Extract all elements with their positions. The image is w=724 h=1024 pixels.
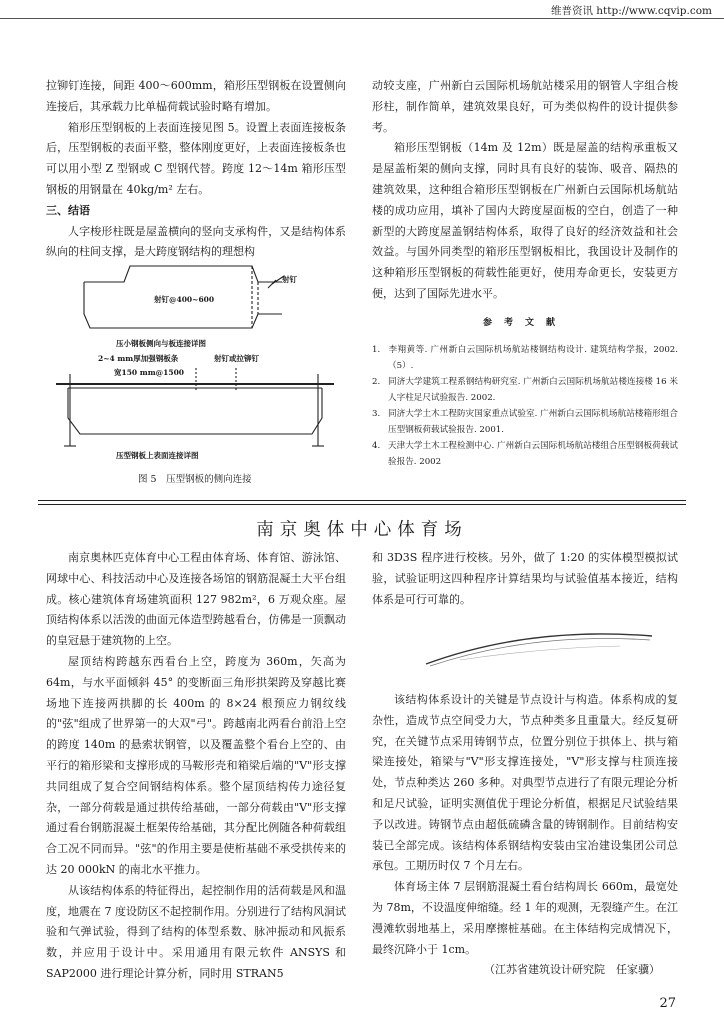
paragraph: 箱形压型钢板（14m 及 12m）既是屋盖的结构承重板又是屋盖桁架的侧向支撑，同时具有良好的装饰、吸音、隔热的建筑效果，这种组合箱形压型钢板在广州新白云国际机场航站楼的成功应用，填补了国内大跨度屋面板的空白，创造了一种新型的大跨度屋盖钢结构体系，取得了良好的经济效益和社会效益。与国外同类型的箱形压型钢板相比，我国设计及制作的这种箱形压型钢板的荷载性能更好，使用寿命更长，安装更方便，达到了国际先进水平。 [372,141,678,300]
article-title: 南京奥体中心体育场 [256,520,468,540]
author-signature: （江苏省建筑设计研究院 任家骥） [484,963,660,977]
lower-right-column-top [372,548,678,610]
label-top-detail: 压型钢板上表面连接详图 [116,451,199,460]
reference-item [372,342,678,374]
paragraph: 和 3D3S 程序进行校核。另外，做了 1:20 的实体模型模拟试验，试验证明这四种程序计算结果均与试验值基本接近，结构体系是可行可靠的。 [372,551,678,606]
paragraph: 箱形压型钢板的上表面连接见图 5。设置上表面连接板条后，压型钢板的表面平整，整体刚度更好，上表面连接板条也可以用小型 Z 型钢或 C 型钢代替。跨度 12～14m 箱形压型钢板的用钢量在 40kg/m² 左右。 [46,120,346,196]
paragraph: 体育场主体 7 层钢筋混凝土看台结构周长 660m，最宽处为 78m，不设温度伸缩缝。经 1 年的观测，无裂缝产生。在江漫滩软弱地基上，采用摩擦桩基础。在主体结构完成情况下，最终沉降小于 1cm。 [372,880,678,956]
site-watermark: 维普资讯 http://www.cqvip.com [550,5,712,17]
reference-number: 3. [372,408,381,419]
header-rule [0,18,724,19]
references-list [372,342,678,470]
paragraph: 动较支座，广州新白云国际机场航站楼采用的钢管人字组合梭形柱，制作简单，建筑效果良好，可为类似构件的设计提供参考。 [372,79,678,134]
paragraph: 屋顶结构跨越东西看台上空，跨度为 360m，矢高为 64m，与水平面倾斜 45° 的变断面三角形拱架跨及穿越比赛场地下连接两拱脚的长 400m 的 8×24 根预应力钢纹线的"弦"组成了世界第一的大双"弓"。跨越南北两看台前沿上空的跨度 140m 的悬索状钢管，以及覆盖整个看台上空的、由平行的箱形梁和支撑形成的马鞍形壳和箱梁后端的"V"形支撑共同组成了复合空间钢结构体系。整个屋顶结构传力途径复杂，一部分荷载是通过拱传给基础，一部分荷载由"V"形支撑通过看台钢筋混凝土框架传给基础，其分配比例随各种荷载组合工况不同而异。"弦"的作用主要是使桁基础不承受拱传来的达 20 000kN 的南北水平推力。 [46,654,346,876]
label-steel-strip: 2~4 mm厚加强钢板条 [98,354,179,363]
page-number: 27 [659,996,676,1011]
references-title: 参考文献 [482,317,567,328]
reference-number: 4. [372,440,381,451]
paragraph: 拉铆钉连接，间距 400～600mm，箱形压型钢板在设置侧向连接后，其承载力比单榀荷载试验时略有增加。 [46,79,346,113]
reference-text: 李翔黄等. 广州新白云国际机场航站楼钢结构设计. 建筑结构学报，2002.（5）. [388,344,678,371]
paragraph: 从该结构体系的特征得出，起控制作用的活荷载是风和温度，地震在 7 度设防区不起控制作用。分别进行了结构风洞试验和气弹试验，得到了结构的体型系数、脉冲振动和风振系数，并应用于设计中。采用通用有限元软件 ANSYS 和 SAP2000 进行理论计算分析，同时用 STRAN5 [46,883,346,980]
section-divider [38,500,686,501]
figure-caption: 图 5 压型钢板的侧向连接 [138,474,252,485]
lower-left-column [46,548,346,985]
label-screw: 射钉或拉铆钉 [214,354,259,363]
figure-5 [46,258,346,488]
reference-text: 同济大学建筑工程系钢结构研究室. 广州新白云国际机场航站楼连接楼 16 米人字柱足尺试验报告. 2002. [388,376,678,403]
label-strip-width: 宽150 mm@1500 [114,368,185,377]
section-divider-thin [38,504,686,505]
paragraph: 该结构体系设计的关键是节点设计与构造。体系构成的复杂性，造成节点空间受力大，节点种类多且重量大。经反复研究，在关键节点采用铸钢节点，位置分别位于拱体上、拱与箱梁连接处，箱梁与"V"形支撑连接处，"V"形支撑与柱顶连接处，节点种类达 260 多种。对典型节点进行了有限元理论分析和足尺试验，证明实测值优于理论分析值，根据足尺试验结果予以改进。铸钢节点由超低硫磷含量的铸钢制作。目前结构安装已全部完成。该结构体系钢结构安装由宝冶建设集团公司总承包。工期历时仅 7 个月左右。 [372,693,678,873]
section-heading: 三、结语 [46,203,90,217]
reference-number: 1. [372,344,381,355]
reference-text: 天津大学土木工程检测中心. 广州新白云国际机场航站楼组合压型钢板荷载试验报告. 2002 [388,440,678,467]
label-side-detail: 压小钢板侧向与板连接详图 [116,339,206,348]
paragraph: 人字梭形柱既是屋盖横向的竖向支承构件，又是结构体系纵向的柱间支撑，是大跨度钢结构的理想构 [46,224,346,259]
reference-text: 同济大学土木工程防灾国家重点试验室. 广州新白云国际机场航站楼箱形组合压型钢板荷载试验报告. 2001. [388,408,678,435]
label-rivet: 射钉 [282,275,297,284]
upper-right-column [372,76,678,470]
reference-item [372,438,678,470]
paragraph: 南京奥林匹克体育中心工程由体育场、体育馆、游泳馆、网球中心、科技活动中心及连接各场馆的钢筋混凝土大平台组成。核心建筑体育场建筑面积 127 982m²，6 万观众座。屋顶结构体系以活泼的曲面元体造型跨越看台，仿佛是一顶飘动的皇冠悬于建筑物的上空。 [46,551,346,648]
stadium-sketch [420,620,660,680]
lower-right-column [372,690,678,981]
reference-number: 2. [372,376,381,387]
upper-left-column [46,76,346,263]
reference-item [372,406,678,438]
reference-item [372,374,678,406]
label-rivet-spacing: 射钉@400~600 [154,295,215,304]
